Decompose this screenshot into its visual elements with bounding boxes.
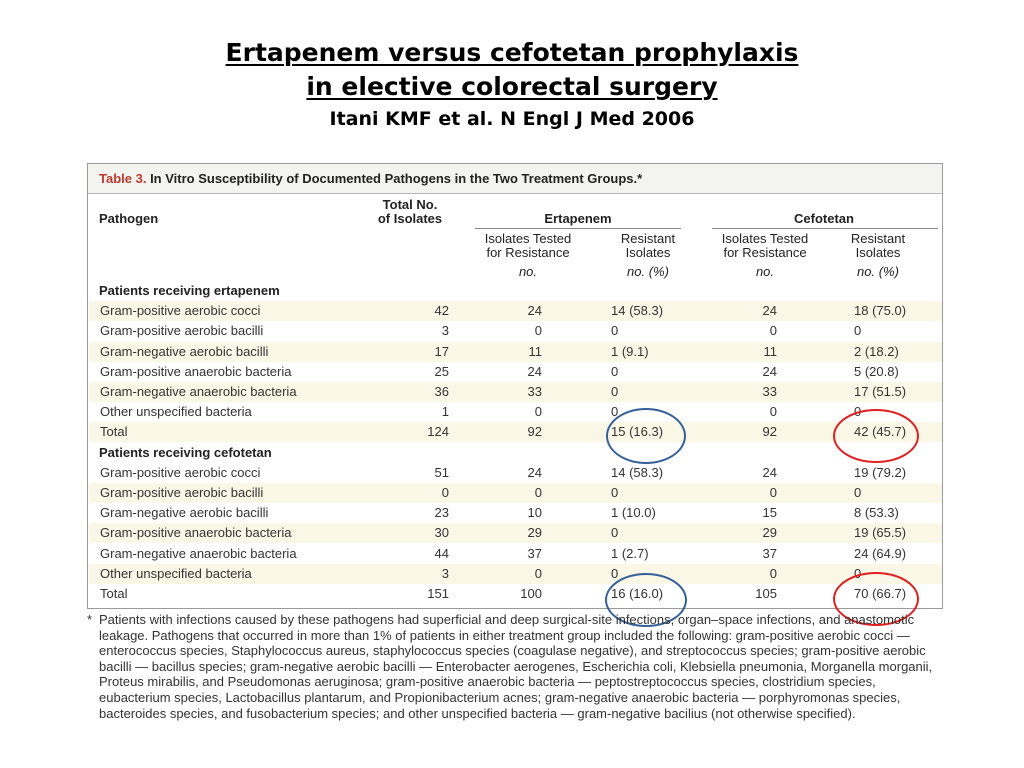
slide-title-line-2: in elective colorectal surgery (306, 72, 718, 101)
cefotetan-resistant-cell: 5 (20.8) (854, 363, 899, 379)
ertapenem-resistant-cell: 0 (611, 384, 619, 399)
cefotetan-tested-cell: 0 (769, 565, 777, 581)
ertapenem-resistant-cell: 16 (16.0) (611, 586, 664, 601)
header-cef-resistant-line1: Resistant (850, 231, 906, 246)
table-row (89, 402, 942, 422)
ertapenem-tested-cell: 92 (527, 424, 542, 440)
cefotetan-tested-cell: 24 (762, 464, 777, 480)
pathogen-cell: Gram-positive anaerobic bacteria (100, 525, 292, 541)
cefotetan-tested-cell: 105 (755, 586, 777, 601)
header-total-line1: Total No. (382, 197, 438, 212)
pathogen-cell: Other unspecified bacteria (100, 404, 252, 420)
table-row (89, 523, 942, 543)
ertapenem-resistant-cell: 1 (2.7) (611, 545, 649, 561)
cefotetan-resistant-cell: 0 (854, 404, 862, 420)
header-total-line2: of Isolates (377, 211, 443, 226)
ertapenem-tested-cell: 11 (528, 343, 542, 359)
pathogen-cell: Gram-positive anaerobic bacteria (100, 363, 292, 379)
table-row (89, 584, 942, 604)
unit-cef-resistant: no. (%) (857, 264, 899, 279)
cefotetan-tested-cell: 0 (769, 323, 777, 339)
ertapenem-tested-cell: 0 (534, 565, 542, 581)
table-row (89, 544, 942, 564)
ertapenem-tested-cell: 0 (534, 485, 542, 500)
table-row (89, 382, 942, 402)
total-isolates-cell: 124 (427, 424, 449, 440)
ertapenem-tested-cell: 24 (527, 464, 542, 480)
ertapenem-tested-cell: 24 (527, 363, 542, 379)
cefotetan-resistant-cell: 19 (65.5) (854, 525, 907, 541)
pathogen-cell: Gram-negative aerobic bacilli (100, 343, 269, 359)
section-label: Patients receiving ertapenem (99, 283, 280, 298)
cefotetan-tested-cell: 0 (769, 404, 777, 420)
total-isolates-cell: 17 (434, 343, 449, 359)
cefotetan-tested-cell: 29 (762, 525, 777, 541)
slide-title-block (0, 36, 1024, 134)
ertapenem-resistant-cell: 1 (9.1) (611, 343, 649, 359)
ertapenem-tested-cell: 100 (520, 586, 542, 601)
slide-title-line-1: Ertapenem versus cefotetan prophylaxis (225, 38, 799, 67)
cefotetan-tested-cell: 24 (762, 303, 777, 319)
cefotetan-resistant-cell: 17 (51.5) (854, 384, 907, 399)
table-row (89, 564, 942, 584)
ertapenem-tested-cell: 0 (534, 404, 542, 420)
total-isolates-cell: 44 (434, 545, 449, 561)
unit-ert-tested: no. (518, 264, 538, 279)
ertapenem-tested-cell: 10 (527, 505, 542, 521)
total-isolates-cell: 1 (441, 404, 449, 420)
cefotetan-resistant-cell: 70 (66.7) (854, 586, 907, 601)
ertapenem-resistant-cell: 14 (58.3) (611, 464, 664, 480)
header-ert-tested-line1: Isolates Tested (484, 231, 572, 246)
table-row (89, 321, 942, 341)
cefotetan-resistant-cell: 2 (18.2) (854, 343, 899, 359)
ertapenem-tested-cell: 24 (527, 303, 542, 319)
total-isolates-cell: 25 (434, 363, 449, 379)
cefotetan-tested-cell: 37 (762, 545, 777, 561)
total-isolates-cell: 3 (441, 323, 449, 339)
ertapenem-resistant-cell: 0 (611, 363, 619, 379)
pathogen-cell: Gram-negative anaerobic bacteria (100, 545, 297, 561)
header-cef-tested-line1: Isolates Tested (721, 231, 809, 246)
total-isolates-cell: 36 (434, 384, 449, 399)
ertapenem-resistant-cell: 0 (611, 485, 619, 500)
pathogen-cell: Total (100, 586, 128, 601)
total-isolates-cell: 42 (434, 303, 449, 319)
table-caption-text: In Vitro Susceptibility of Documented Pathogens in the Two Treatment Groups.* (146, 171, 643, 186)
header-ertapenem: Ertapenem (544, 211, 612, 226)
table-row (89, 342, 942, 362)
ertapenem-resistant-cell: 0 (611, 323, 619, 339)
cefotetan-resistant-cell: 0 (854, 323, 862, 339)
cefotetan-resistant-cell: 24 (64.9) (854, 545, 907, 561)
pathogen-cell: Total (100, 424, 128, 440)
total-isolates-cell: 151 (427, 586, 449, 601)
ertapenem-resistant-cell: 0 (611, 404, 619, 420)
header-cef-tested-line2: for Resistance (723, 245, 807, 260)
ertapenem-resistant-cell: 14 (58.3) (611, 303, 664, 319)
footnote-symbol: * (87, 612, 93, 627)
header-ert-tested-line2: for Resistance (486, 245, 570, 260)
pathogen-cell: Other unspecified bacteria (100, 565, 252, 581)
cefotetan-tested-cell: 15 (762, 505, 777, 521)
pathogen-cell: Gram-negative anaerobic bacteria (100, 384, 297, 399)
pathogen-cell: Gram-negative aerobic bacilli (100, 505, 269, 521)
header-cef-resistant-line2: Isolates (855, 245, 901, 260)
cefotetan-resistant-cell: 18 (75.0) (854, 303, 907, 319)
table-row (89, 503, 942, 523)
header-ert-resistant-line2: Isolates (625, 245, 671, 260)
section-label: Patients receiving cefotetan (99, 444, 272, 460)
table-number: Table 3. (99, 171, 147, 186)
ertapenem-tested-cell: 33 (527, 384, 542, 399)
header-cefotetan: Cefotetan (794, 211, 854, 226)
header-ert-resistant-line1: Resistant (620, 231, 676, 246)
cefotetan-resistant-cell: 42 (45.7) (854, 424, 907, 440)
highlight-circle-cef-total-1 (833, 409, 919, 463)
susceptibility-table (87, 163, 943, 609)
total-isolates-cell: 3 (441, 565, 449, 581)
table-row (89, 422, 942, 442)
pathogen-cell: Gram-positive aerobic bacilli (100, 323, 264, 339)
cefotetan-tested-cell: 24 (762, 363, 777, 379)
total-isolates-cell: 30 (434, 525, 449, 541)
table-row (89, 463, 942, 483)
pathogen-cell: Gram-positive aerobic bacilli (100, 485, 264, 500)
citation: Itani KMF et al. N Engl J Med 2006 (329, 108, 695, 130)
cefotetan-resistant-cell: 0 (854, 565, 862, 581)
total-isolates-cell: 51 (434, 464, 449, 480)
cefotetan-tested-cell: 92 (762, 424, 777, 440)
total-isolates-cell: 0 (441, 485, 449, 500)
highlight-circle-ert-total-1 (606, 408, 686, 464)
table-row (89, 483, 942, 503)
cefotetan-tested-cell: 0 (769, 485, 777, 500)
ertapenem-resistant-cell: 1 (10.0) (611, 505, 656, 521)
cefotetan-resistant-cell: 8 (53.3) (854, 505, 899, 521)
table-footnote (87, 612, 947, 721)
ertapenem-tested-cell: 0 (534, 323, 542, 339)
pathogen-cell: Gram-positive aerobic cocci (100, 303, 261, 319)
cefotetan-tested-cell: 33 (762, 384, 777, 399)
footnote-text: Patients with infections caused by these pathogens had superficial and deep surgical-site infections, organ–space infections, and anastomotic leakage. Pathogens that occurred in more than 1% of patients in either treatment group included the following: gram-positive aerobic cocci — enterococcus species, Staphylococcus aureus, staphylococcus species (coagulase negative), and streptococcus species; gram-positive aerobic bacilli — bacillus species; gram-negative aerobic bacilli — Enterobacter aerogenes, Escherichia coli, Klebsiella pneumonia, Morganella morganii, Proteus mirabilis, and Pseudomonas aeruginosa; gram-positive anaerobic bacteria — peptostreptococcus species, clostridium species, eubacterium species, Lactobacillus plantarum, and Propionibacterium acnes; gram-negative anaerobic bacteria — porphyromonas species, bacteroides species, and fusobacterium species; and other unspecified bacteria — gram-negative bacilius (not otherwise specified). (99, 612, 933, 721)
ertapenem-resistant-cell: 0 (611, 565, 619, 581)
total-isolates-cell: 23 (434, 505, 449, 521)
ertapenem-header-rule (475, 228, 681, 229)
unit-cef-tested: no. (755, 264, 775, 279)
table-row (89, 362, 942, 382)
table-caption (88, 164, 942, 194)
ertapenem-resistant-cell: 15 (16.3) (611, 424, 664, 440)
cefotetan-header-rule (712, 228, 938, 229)
unit-ert-resistant: no. (%) (627, 264, 669, 279)
ertapenem-tested-cell: 37 (527, 545, 542, 561)
pathogen-cell: Gram-positive aerobic cocci (100, 464, 261, 480)
cefotetan-resistant-cell: 19 (79.2) (854, 464, 907, 480)
ertapenem-resistant-cell: 0 (611, 525, 619, 541)
cefotetan-tested-cell: 11 (763, 343, 777, 359)
header-pathogen: Pathogen (99, 211, 159, 226)
table-row (89, 301, 942, 321)
cefotetan-resistant-cell: 0 (854, 485, 862, 500)
ertapenem-tested-cell: 29 (527, 525, 542, 541)
